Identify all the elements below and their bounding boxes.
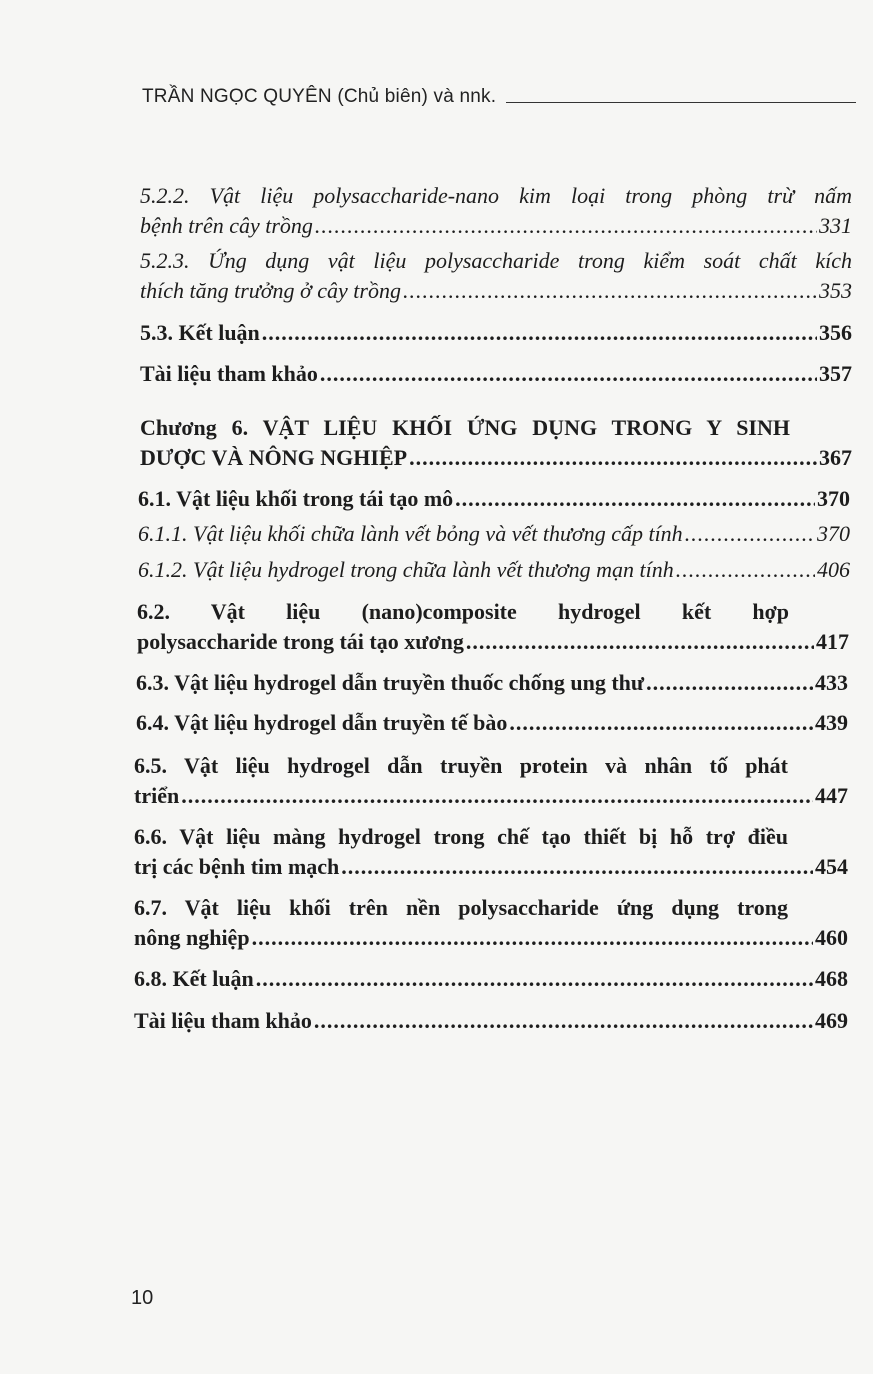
header-text: TRẦN NGỌC QUYÊN (Chủ biên) và nnk. — [142, 86, 497, 107]
toc-entry-title: Tài liệu tham khảo — [140, 361, 318, 386]
toc-entry-chapter-6[interactable] — [140, 413, 852, 473]
leader-dots — [646, 668, 813, 698]
leader-dots — [315, 211, 817, 241]
toc-entry-6-3[interactable] — [136, 668, 848, 698]
toc-entry-title: 5.3. Kết luận — [140, 320, 260, 345]
toc-page-number: 356 — [819, 320, 852, 345]
toc-entry-title: Tài liệu tham khảo — [134, 1008, 312, 1033]
toc-entry-6-1[interactable] — [138, 484, 850, 514]
toc-page-number: 439 — [815, 710, 848, 735]
toc-entry-references-5[interactable] — [140, 359, 852, 389]
toc-page-number: 367 — [819, 445, 852, 470]
leader-dots — [685, 519, 815, 549]
leader-dots — [466, 627, 814, 657]
toc-entry-title-cont: triển — [134, 783, 180, 808]
toc-entry-6-8[interactable] — [134, 964, 848, 994]
toc-entry-6-4[interactable] — [136, 708, 848, 738]
toc-entry-title: 6.4. Vật liệu hydrogel dẫn truyền tế bào — [136, 710, 508, 735]
leader-dots — [509, 708, 813, 738]
leader-dots — [341, 852, 813, 882]
leader-dots — [403, 276, 817, 306]
toc-entry-6-6[interactable] — [134, 822, 848, 882]
toc-entry-title: 6.8. Kết luận — [134, 966, 254, 991]
toc-page-number: 417 — [816, 629, 849, 654]
toc-page-number: 447 — [815, 783, 848, 808]
leader-dots — [409, 443, 817, 473]
leader-dots — [455, 484, 815, 514]
toc-page-number: 469 — [815, 1008, 848, 1033]
toc-page-number: 468 — [815, 966, 848, 991]
toc-entry-title: 6.7. Vật liệu khối trên nền polysaccharide ứng dụng trong — [134, 895, 788, 920]
toc-page-number: 460 — [815, 925, 848, 950]
toc-page-number: 406 — [817, 557, 850, 582]
toc-entry-6-1-1[interactable] — [138, 519, 850, 549]
toc-page-number: 370 — [817, 521, 850, 546]
toc-entry-title: 5.2.2. Vật liệu polysaccharide-nano kim loại trong phòng trừ nấm — [140, 183, 852, 208]
toc-entry-references-6[interactable] — [134, 1006, 848, 1036]
toc-entry-title: Chương 6. VẬT LIỆU KHỐI ỨNG DỤNG TRONG Y SINH — [140, 415, 790, 440]
page-number: 10 — [131, 1287, 154, 1309]
toc-entry-title: 6.5. Vật liệu hydrogel dẫn truyền protein và nhân tố phát — [134, 753, 788, 778]
toc-page-number: 353 — [819, 278, 852, 303]
toc-page-number: 433 — [815, 670, 848, 695]
toc-entry-6-7[interactable] — [134, 893, 848, 953]
toc-entry-title: 6.6. Vật liệu màng hydrogel trong chế tạo thiết bị hỗ trợ điều — [134, 824, 788, 849]
toc-page-number: 370 — [817, 486, 850, 511]
toc-entry-6-5[interactable] — [134, 751, 848, 811]
toc-entry-title-cont: bệnh trên cây trồng — [140, 213, 313, 238]
leader-dots — [181, 781, 813, 811]
leader-dots — [262, 318, 817, 348]
toc-entry-title: 5.2.3. Ứng dụng vật liệu polysaccharide trong kiểm soát chất kích — [140, 248, 852, 273]
toc-entry-title: 6.1. Vật liệu khối trong tái tạo mô — [138, 486, 454, 511]
toc-entry-6-1-2[interactable] — [138, 555, 850, 585]
toc-entry-5-2-3[interactable] — [140, 246, 852, 306]
toc-entry-5-3[interactable] — [140, 318, 852, 348]
toc-entry-title: 6.1.2. Vật liệu hydrogel trong chữa lành vết thương mạn tính — [138, 557, 674, 582]
toc-entry-title: 6.2. Vật liệu (nano)composite hydrogel kết hợp — [137, 599, 789, 624]
toc-page-number: 357 — [819, 361, 852, 386]
toc-entry-title-cont: polysaccharide trong tái tạo xương — [137, 629, 464, 654]
toc-page-number: 454 — [815, 854, 848, 879]
toc-entry-title: 6.3. Vật liệu hydrogel dẫn truyền thuốc chống ung thư — [136, 670, 645, 695]
toc-entry-title-cont: thích tăng trưởng ở cây trồng — [140, 278, 401, 303]
toc-entry-title-cont: DƯỢC VÀ NÔNG NGHIỆP — [140, 445, 408, 470]
toc-entry-title-cont: trị các bệnh tim mạch — [134, 854, 340, 879]
toc-entry-title: 6.1.1. Vật liệu khối chữa lành vết bỏng và vết thương cấp tính — [138, 521, 683, 546]
leader-dots — [256, 964, 813, 994]
leader-dots — [314, 1006, 813, 1036]
leader-dots — [320, 359, 817, 389]
leader-dots — [252, 923, 813, 953]
toc-page-number: 331 — [819, 213, 852, 238]
leader-dots — [676, 555, 815, 585]
toc-entry-6-2[interactable] — [137, 597, 849, 657]
toc-entry-title-cont: nông nghiệp — [134, 925, 250, 950]
toc-entry-5-2-2[interactable] — [140, 181, 852, 241]
